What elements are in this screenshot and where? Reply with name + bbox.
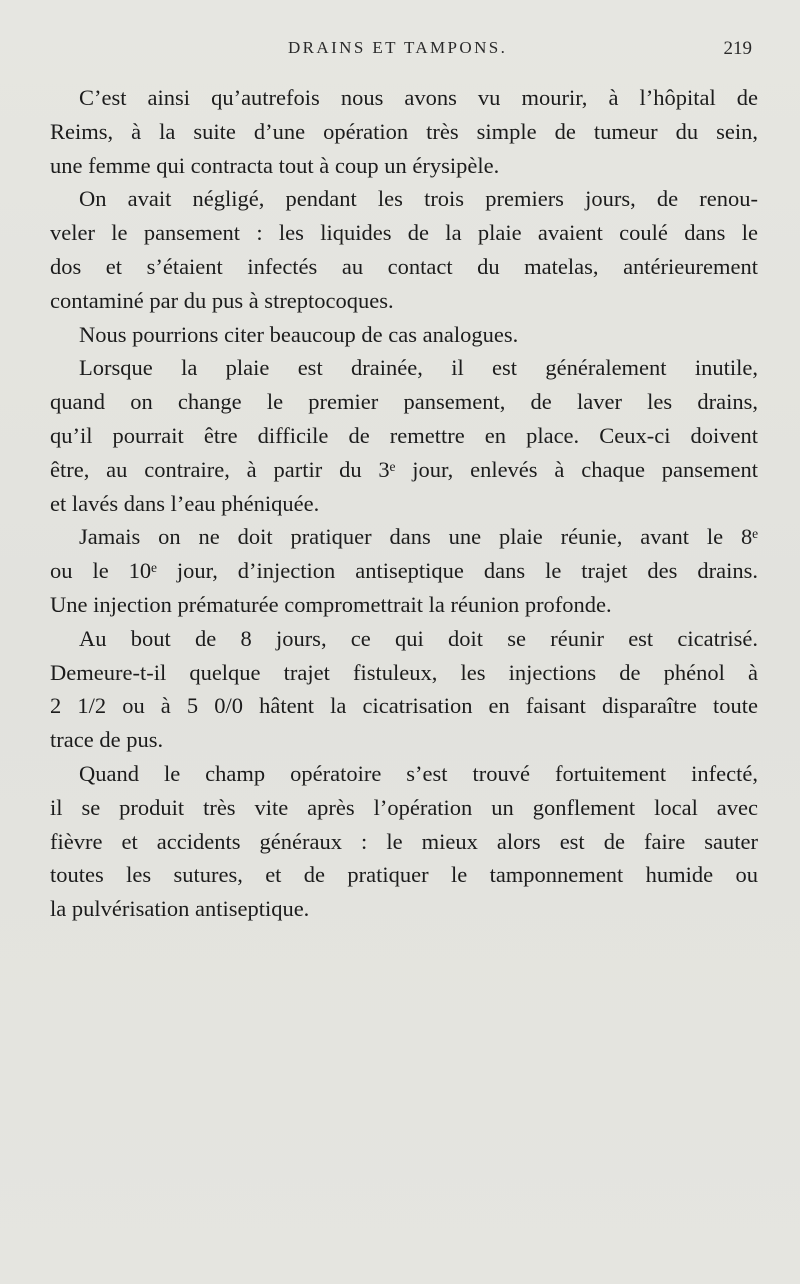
text-line: Une injection prématurée compromettrait la réunion profonde. xyxy=(50,591,612,617)
page-number: 219 xyxy=(723,38,752,59)
text-line: veler le pansement : les liquides de la plaie avaient coulé dans le xyxy=(50,220,758,246)
text-line: Reims, à la suite d’une opération très simple de tumeur du sein, xyxy=(50,118,758,144)
text-line: Demeure-t-il quelque trajet fistuleux, les injections de phénol à xyxy=(50,659,758,685)
text-line: toutes les sutures, et de pratiquer le tamponnement humide ou xyxy=(50,862,758,888)
text-line: ou le 10ᵉ jour, d’injection antiseptique dans le trajet des drains. xyxy=(50,558,758,584)
text-line: et lavés dans l’eau phéniquée. xyxy=(50,490,320,516)
text-line: Lorsque la plaie est drainée, il est généralement inutile, xyxy=(79,355,758,381)
paragraph xyxy=(50,182,758,317)
text-line: Nous pourrions citer beaucoup de cas analogues. xyxy=(79,321,519,347)
text-line: 2 1/2 ou à 5 0/0 hâtent la cicatrisation en faisant disparaître toute xyxy=(50,693,758,719)
text-line: il se produit très vite après l’opération un gonflement local avec xyxy=(50,794,758,820)
text-line: être, au contraire, à partir du 3ᵉ jour, enlevés à chaque pansement xyxy=(50,456,758,482)
body-text xyxy=(50,81,758,926)
paragraph xyxy=(50,81,758,182)
text-line: On avait négligé, pendant les trois premiers jours, de renou- xyxy=(79,186,758,212)
text-line: C’est ainsi qu’autrefois nous avons vu mourir, à l’hôpital de xyxy=(79,85,758,110)
text-line: fièvre et accidents généraux : le mieux alors est de faire sauter xyxy=(50,828,758,854)
paragraph xyxy=(50,318,758,352)
text-line: quand on change le premier pansement, de laver les drains, xyxy=(50,389,758,415)
running-head xyxy=(0,38,800,62)
text-line: Au bout de 8 jours, ce qui doit se réunir est cicatrisé. xyxy=(79,625,758,651)
paragraph xyxy=(50,351,758,520)
running-title: DRAINS ET TAMPONS. xyxy=(288,38,508,57)
text-line: contaminé par du pus à streptocoques. xyxy=(50,287,394,313)
text-line: Jamais on ne doit pratiquer dans une plaie réunie, avant le 8ᵉ xyxy=(79,524,758,550)
text-line: la pulvérisation antiseptique. xyxy=(50,896,310,922)
text-line: qu’il pourrait être difficile de remettre en place. Ceux-ci doivent xyxy=(50,422,758,448)
text-line: trace de pus. xyxy=(50,727,164,753)
text-line: dos et s’étaient infectés au contact du matelas, antérieurement xyxy=(50,253,758,279)
paragraph xyxy=(50,520,758,621)
paragraph xyxy=(50,757,758,926)
text-line: Quand le champ opératoire s’est trouvé fortuitement infecté, xyxy=(79,760,758,786)
text-line: une femme qui contracta tout à coup un érysipèle. xyxy=(50,152,500,178)
paragraph xyxy=(50,622,758,757)
